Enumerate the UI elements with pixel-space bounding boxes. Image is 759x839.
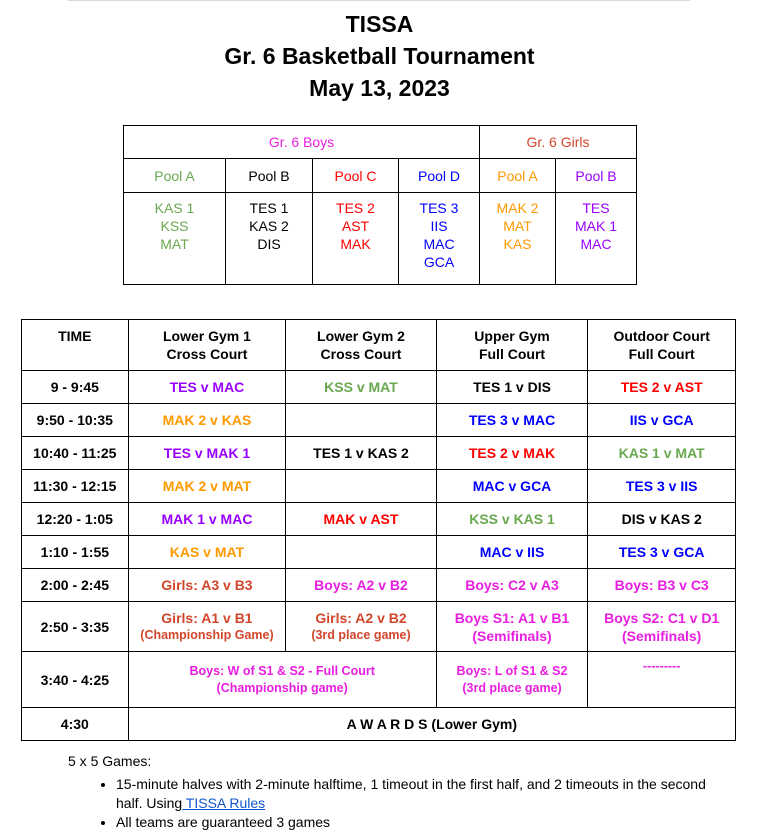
notes-heading: 5 x 5 Games:	[68, 753, 152, 769]
boys-header: Gr. 6 Boys	[124, 126, 480, 159]
table-row	[22, 470, 736, 503]
note-text: 15-minute halves with 2-minute halftime, 1 timeout in the first half, and 2 timeouts in the second half. Using	[116, 776, 706, 811]
game-label: Girls: A1 v B1	[161, 610, 253, 626]
time-cell: 1:10 - 1:55	[22, 536, 129, 569]
game-sublabel: (3rd place game)	[311, 628, 411, 642]
team: MAC	[423, 236, 455, 252]
header-outdoor-court	[588, 320, 736, 371]
game-label: ---------	[642, 659, 681, 673]
game-sublabel: (Semifinals)	[472, 627, 552, 644]
game-cell	[436, 602, 588, 652]
table-row	[22, 437, 736, 470]
game-cell: TES v MAK 1	[128, 437, 286, 470]
table-row	[22, 652, 736, 708]
pool-name: Pool B	[226, 159, 313, 193]
game-label: Boys S1: A1 v B1	[454, 609, 570, 626]
pool-teams	[556, 193, 637, 285]
time-cell: 9 - 9:45	[22, 371, 129, 404]
header-label: Lower Gym 2	[317, 328, 405, 344]
game-cell: Boys: B3 v C3	[588, 569, 736, 602]
team: MAK	[340, 236, 371, 252]
game-cell	[436, 652, 588, 708]
time-cell: 3:40 - 4:25	[22, 652, 129, 708]
time-cell: 12:20 - 1:05	[22, 503, 129, 536]
team: MAK 2	[496, 200, 539, 216]
pool-name: Pool D	[399, 159, 480, 193]
game-cell: TES 3 v IIS	[588, 470, 736, 503]
game-cell: TES 2 v MAK	[436, 437, 588, 470]
header-label: Lower Gym 1	[162, 328, 251, 344]
pool-teams	[226, 193, 313, 285]
game-cell: Boys: A2 v B2	[286, 569, 436, 602]
game-cell: KAS 1 v MAT	[588, 437, 736, 470]
schedule-table	[21, 319, 736, 741]
header-lower-gym-1	[128, 320, 286, 371]
pool-name: Pool A	[480, 159, 556, 193]
game-label: Boys S2: C1 v D1	[604, 609, 720, 626]
time-cell: 2:00 - 2:45	[22, 569, 129, 602]
game-cell	[588, 652, 736, 708]
team: KAS 2	[249, 218, 289, 234]
game-cell: TES v MAC	[128, 371, 286, 404]
game-cell: TES 1 v KAS 2	[286, 437, 436, 470]
table-row	[22, 536, 736, 569]
table-row	[22, 708, 736, 741]
pool-name: Pool A	[124, 159, 226, 193]
game-cell: MAK 2 v MAT	[128, 470, 286, 503]
pool-teams	[399, 193, 480, 285]
header-sublabel: Full Court	[628, 346, 695, 362]
notes-list	[68, 775, 718, 832]
team: TES	[582, 200, 610, 216]
time-cell: 4:30	[22, 708, 129, 741]
table-row	[22, 503, 736, 536]
list-item	[116, 775, 718, 813]
pool-teams	[313, 193, 399, 285]
pool-name: Pool C	[313, 159, 399, 193]
tissa-rules-link[interactable]: TISSA Rules	[182, 795, 266, 811]
header-lower-gym-2	[286, 320, 436, 371]
team: GCA	[423, 254, 455, 270]
game-cell: IIS v GCA	[588, 404, 736, 437]
game-cell	[286, 536, 436, 569]
game-cell: MAC v GCA	[436, 470, 588, 503]
header-sublabel: Cross Court	[166, 346, 248, 362]
notes-section	[68, 752, 718, 832]
game-cell: TES 1 v DIS	[436, 371, 588, 404]
team: TES 2	[336, 200, 375, 216]
game-cell: MAC v IIS	[436, 536, 588, 569]
table-row	[22, 404, 736, 437]
game-sublabel: (Semifinals)	[621, 627, 702, 644]
team: KAS	[503, 236, 532, 252]
game-sublabel: (3rd place game)	[462, 680, 562, 695]
header-upper-gym	[436, 320, 588, 371]
game-cell	[128, 602, 286, 652]
table-row	[22, 569, 736, 602]
page-top-border	[68, 0, 690, 1]
team: AST	[341, 218, 370, 234]
header-label: TIME	[58, 328, 92, 344]
game-cell: TES 2 v AST	[588, 371, 736, 404]
table-row	[22, 602, 736, 652]
game-cell: TES 3 v GCA	[588, 536, 736, 569]
team: TES 1	[249, 200, 289, 216]
team: MAT	[160, 236, 189, 252]
title-line-3: May 13, 2023	[309, 75, 450, 101]
game-cell: KSS v KAS 1	[436, 503, 588, 536]
game-cell	[286, 404, 436, 437]
girls-header: Gr. 6 Girls	[480, 126, 637, 159]
game-label: Girls: A2 v B2	[315, 610, 407, 626]
game-cell: MAK 2 v KAS	[128, 404, 286, 437]
game-cell	[588, 602, 736, 652]
game-cell	[286, 470, 436, 503]
game-label: Boys: L of S1 & S2	[456, 663, 568, 678]
header-sublabel: Cross Court	[320, 346, 402, 362]
game-cell: KSS v MAT	[286, 371, 436, 404]
game-cell: TES 3 v MAC	[436, 404, 588, 437]
pool-teams	[124, 193, 226, 285]
time-cell: 9:50 - 10:35	[22, 404, 129, 437]
title-line-1: TISSA	[345, 11, 414, 37]
game-cell: MAK 1 v MAC	[128, 503, 286, 536]
team: TES 3	[419, 200, 459, 216]
game-cell: Girls: A3 v B3	[128, 569, 286, 602]
game-cell: DIS v KAS 2	[588, 503, 736, 536]
pool-name: Pool B	[556, 159, 637, 193]
header-label: Outdoor Court	[613, 328, 710, 344]
team: MAC	[580, 236, 612, 252]
header-time	[22, 320, 129, 371]
pool-teams	[480, 193, 556, 285]
list-item: • All teams are guaranteed 3 games	[116, 813, 718, 832]
title-line-2: Gr. 6 Basketball Tournament	[224, 43, 535, 69]
team: DIS	[257, 236, 281, 252]
table-row	[22, 371, 736, 404]
time-cell: 2:50 - 3:35	[22, 602, 129, 652]
header-label: Upper Gym	[474, 328, 550, 344]
header-sublabel: Full Court	[478, 346, 546, 362]
team: MAK 1	[574, 218, 617, 234]
title-block	[0, 8, 759, 104]
time-cell: 10:40 - 11:25	[22, 437, 129, 470]
game-sublabel: (Championship Game)	[140, 628, 274, 642]
game-cell	[286, 602, 436, 652]
game-cell: Boys: C2 v A3	[436, 569, 588, 602]
time-cell: 11:30 - 12:15	[22, 470, 129, 503]
team: MAT	[503, 218, 532, 234]
team: KSS	[160, 218, 189, 234]
awards-cell: A W A R D S (Lower Gym)	[128, 708, 735, 741]
team: IIS	[430, 218, 448, 234]
game-cell: KAS v MAT	[128, 536, 286, 569]
game-label: Boys: W of S1 & S2 - Full Court	[189, 663, 375, 678]
game-cell: MAK v AST	[286, 503, 436, 536]
game-cell	[128, 652, 436, 708]
pools-table	[123, 125, 637, 285]
game-sublabel: (Championship game)	[216, 680, 348, 695]
team: KAS 1	[154, 200, 195, 216]
